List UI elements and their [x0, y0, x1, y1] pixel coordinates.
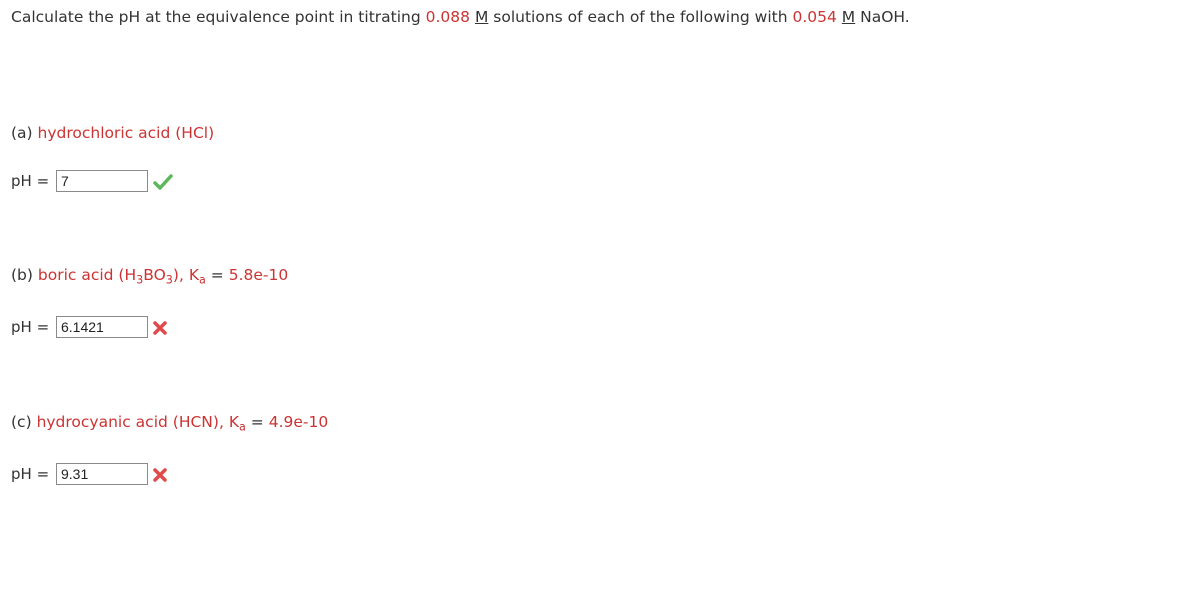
ka-equals: = — [250, 413, 264, 431]
part-c-title — [11, 413, 329, 434]
part-a-compound: hydrochloric acid (HCl) — [37, 124, 215, 142]
concentration-acid: 0.088 — [425, 8, 471, 26]
part-a-title — [11, 124, 214, 142]
question-middle: solutions of each of the following with — [493, 8, 788, 26]
ka-label — [228, 413, 246, 434]
part-b-ph-label: pH = — [11, 318, 50, 336]
part-b-compound — [37, 266, 184, 287]
question-prefix: Calculate the pH at the equivalence point in titrating — [11, 8, 421, 26]
concentration-base: 0.054 — [792, 8, 837, 26]
ka-value: 5.8e-10 — [228, 266, 289, 284]
ka-symbol: K — [188, 266, 199, 284]
part-b-title — [11, 266, 289, 287]
part-c-ph-input[interactable]: 9.31 — [56, 463, 148, 485]
cross-icon — [152, 320, 168, 336]
ka-symbol: K — [228, 413, 239, 431]
cross-icon — [152, 467, 168, 483]
question-text — [11, 8, 910, 26]
part-a-ph-label: pH = — [11, 172, 50, 190]
part-a-letter: (a) — [11, 124, 33, 142]
ka-label — [188, 266, 206, 287]
part-c-ph-label: pH = — [11, 465, 50, 483]
part-a-ph-input[interactable]: 7 — [56, 170, 148, 192]
molarity-unit: M — [474, 8, 489, 26]
part-b-ph-input[interactable]: 6.1421 — [56, 316, 148, 338]
check-icon — [153, 173, 173, 191]
part-c-letter: (c) — [11, 413, 32, 431]
part-c-compound: hydrocyanic acid (HCN), — [36, 413, 224, 431]
compound-text: boric acid (H — [37, 266, 137, 284]
subscript: 3 — [165, 273, 173, 287]
subscript: a — [238, 420, 246, 434]
ka-value: 4.9e-10 — [268, 413, 329, 431]
subscript: 3 — [136, 273, 144, 287]
ka-equals: = — [210, 266, 224, 284]
part-b-letter: (b) — [11, 266, 33, 284]
molarity-unit: M — [841, 8, 856, 26]
compound-text: BO — [143, 266, 166, 284]
subscript: a — [199, 273, 206, 287]
question-suffix: NaOH. — [860, 8, 910, 26]
compound-text: ), — [172, 266, 184, 284]
